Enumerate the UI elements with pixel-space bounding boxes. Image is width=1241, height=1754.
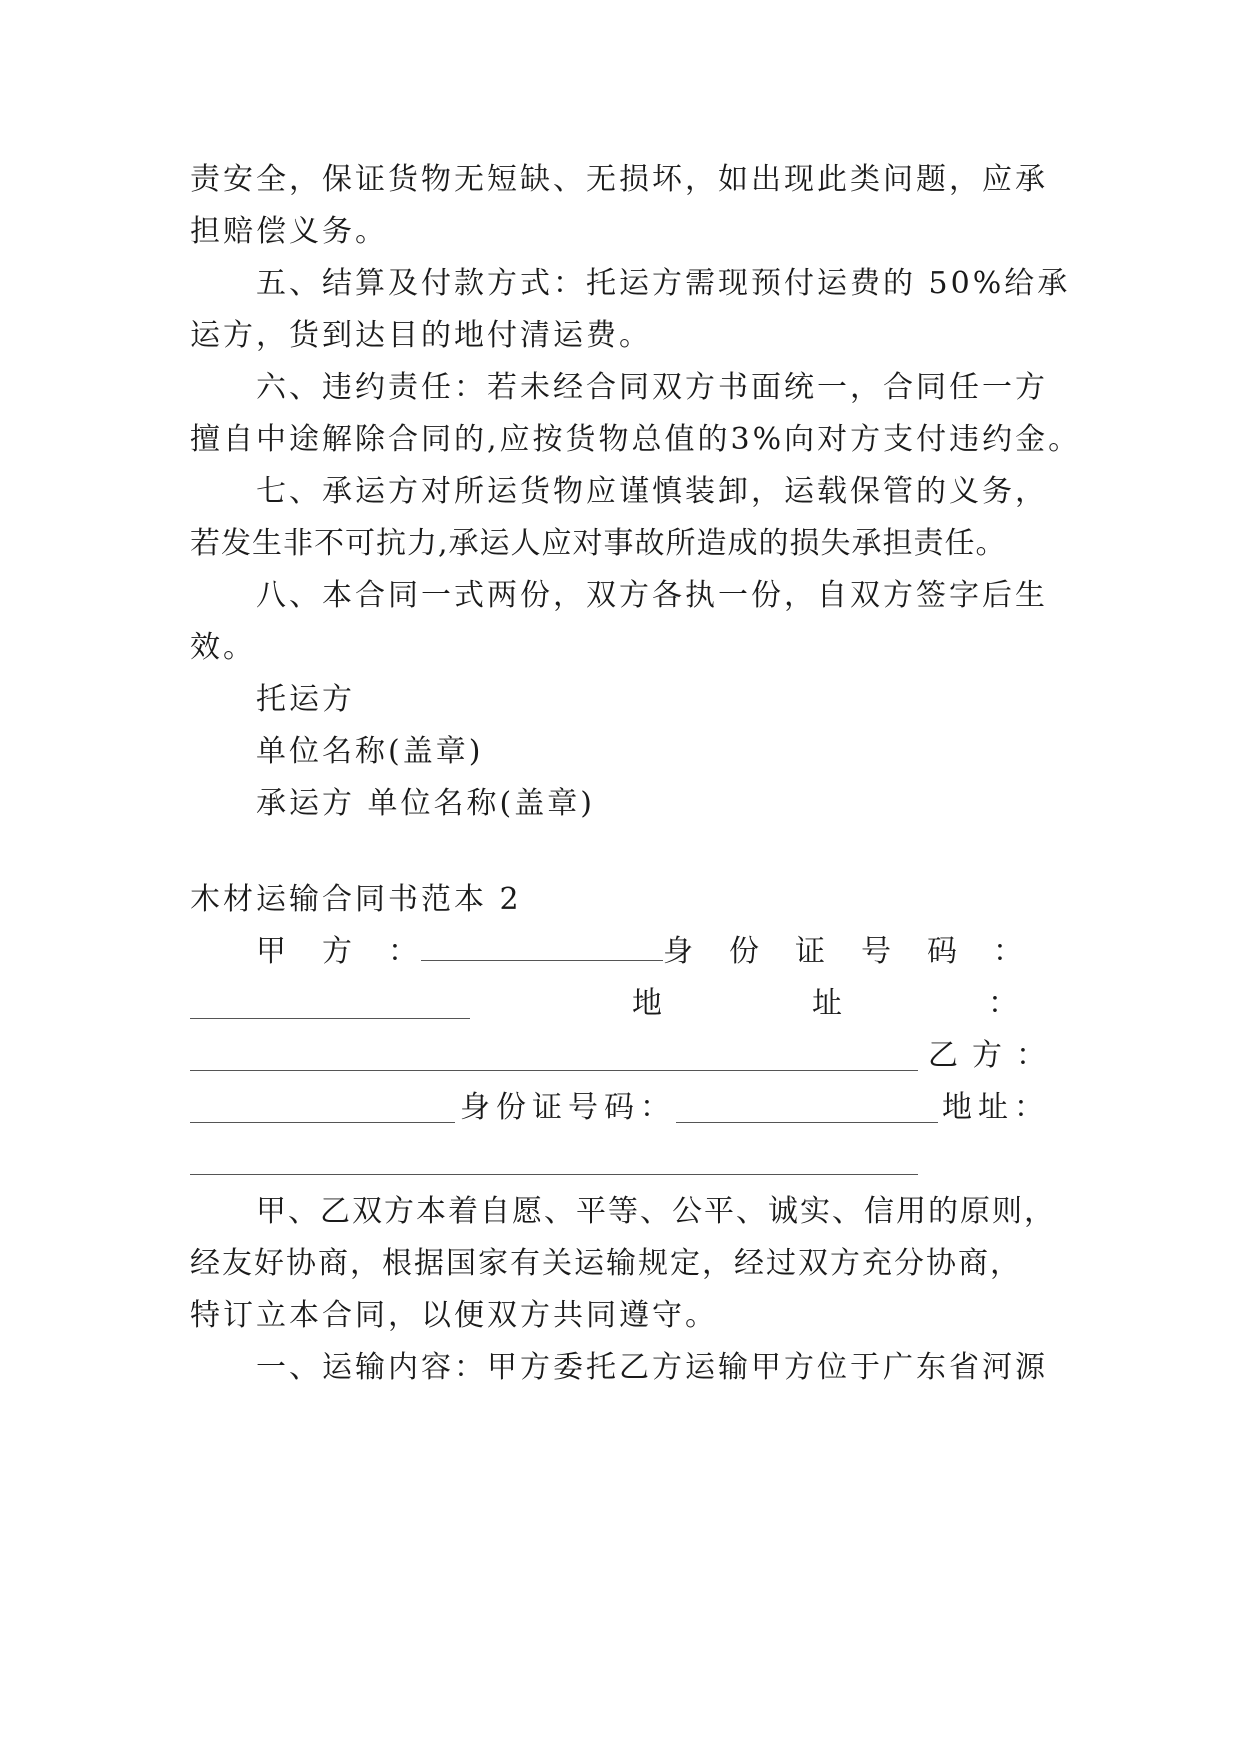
party-b-label: 乙方： [928, 1038, 1060, 1073]
clause-5-line-1: 五、结算及付款方式：托运方需现预付运费的 50%给承 [256, 266, 1071, 301]
intro-line-3: 特订立本合同，以便双方共同遵守。 [190, 1298, 718, 1333]
signature-carrier-unit: 承运方 单位名称(盖章) [256, 786, 595, 821]
clause-6-line-2: 擅自中途解除合同的,应按货物总值的3%向对方支付违约金。 [190, 422, 1082, 457]
signature-shipper-unit: 单位名称(盖章) [256, 734, 484, 769]
party-b-id-label: 身份证号码： [460, 1090, 676, 1125]
party-b-name-blank [190, 1094, 455, 1123]
intro-line-1: 甲、乙双方本着自愿、平等、公平、诚实、信用的原则， [256, 1194, 1056, 1229]
clause-7-line-1: 七、承运方对所运货物应谨慎装卸，运载保管的义务， [256, 474, 1048, 509]
clause-5-line-2: 运方，货到达目的地付清运费。 [190, 318, 652, 353]
party-a-row [256, 932, 1026, 972]
party-a-label: 甲 方 ： [256, 934, 421, 969]
clause-6-line-1: 六、违约责任：若未经合同双方书面统一，合同任一方 [256, 370, 1048, 405]
clause-8-line-1: 八、本合同一式两份，双方各执一份，自双方签字后生 [256, 578, 1048, 613]
party-a-name-blank [421, 932, 663, 961]
party-a-id-blank [190, 990, 470, 1019]
clause-7-line-2: 若发生非不可抗力,承运人应对事故所造成的损失承担责任。 [190, 526, 1007, 561]
party-b-address-blank [190, 1146, 918, 1175]
party-b-id-blank [676, 1094, 938, 1123]
signature-shipper: 托运方 [256, 682, 355, 717]
address-label-part-1: 地 [632, 986, 665, 1021]
party-a-address-blank [190, 1042, 918, 1071]
clause-8-line-2: 效。 [190, 630, 256, 665]
section-title: 木材运输合同书范本 2 [190, 882, 522, 917]
party-b-address-label: 地址： [942, 1090, 1050, 1125]
clause-1-line-1: 一、运输内容：甲方委托乙方运输甲方位于广东省河源 [256, 1350, 1048, 1385]
address-label-part-2: 址 [812, 986, 845, 1021]
intro-line-2: 经友好协商，根据国家有关运输规定，经过双方充分协商， [190, 1246, 1022, 1281]
party-a-id-label: 身 份 证 号 码 ： [663, 934, 1026, 969]
address-colon: ： [988, 986, 1021, 1021]
paragraph-4-line-2: 担赔偿义务。 [190, 214, 388, 249]
paragraph-4-line-1: 责安全，保证货物无短缺、无损坏，如出现此类问题，应承 [190, 162, 1048, 197]
